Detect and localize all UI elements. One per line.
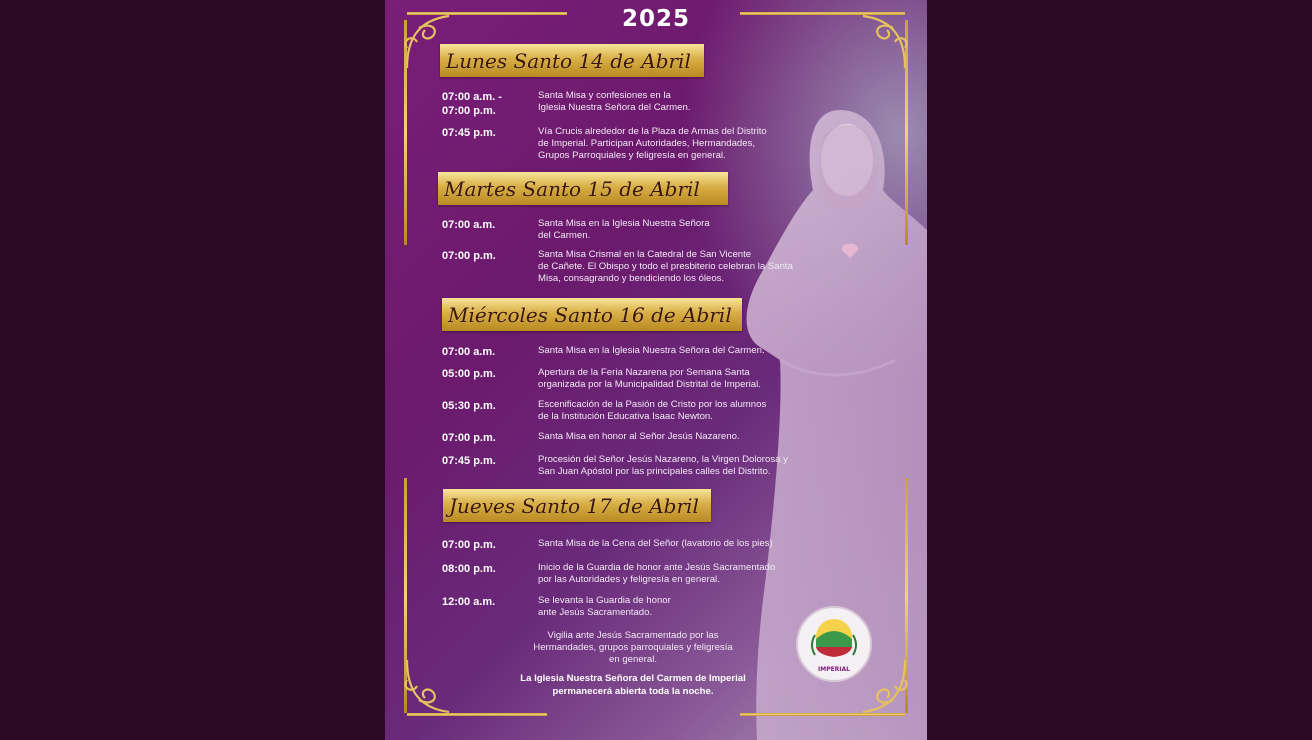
event-time: 07:00 p.m.	[442, 539, 496, 551]
day-title: Martes Santo 15 de Abril	[444, 176, 700, 201]
event-description: Se levanta la Guardia de honor ante Jesús Sacramentado.	[538, 595, 671, 618]
event-description: Santa Misa y confesiones en la Iglesia Nuestra Señora del Carmen.	[538, 90, 691, 113]
event-time: 05:00 p.m.	[442, 368, 496, 380]
day-title: Lunes Santo 14 de Abril	[446, 48, 691, 73]
year-title: 2025	[621, 6, 690, 32]
event-time: 07:00 a.m.	[442, 346, 496, 358]
event-time: 07:00 a.m. - 07:00 p.m.	[442, 91, 502, 117]
event-time: 07:00 p.m.	[442, 432, 496, 444]
day-banner-wednesday	[442, 298, 742, 331]
day-banner-tuesday	[438, 172, 728, 205]
event-time: 12:00 a.m.	[442, 596, 496, 608]
event-description: Procesión del Señor Jesús Nazareno, la Virgen Dolorosa y San Juan Apóstol por las principales calles del Distrito.	[538, 454, 788, 477]
day-title: Miércoles Santo 16 de Abril	[448, 302, 732, 327]
event-description: Santa Misa en la Iglesia Nuestra Señora del Carmen.	[538, 345, 765, 356]
event-description: Inicio de la Guardia de honor ante Jesús Sacramentado por las Autoridades y feligresía en general.	[538, 562, 776, 585]
seal-text: IMPERIAL	[817, 666, 851, 673]
poster	[385, 0, 927, 740]
event-time: 07:45 p.m.	[442, 455, 496, 467]
event-description: Santa Misa Crismal en la Catedral de San Vicente de Cañete. El Obispo y todo el presbiterio celebran la Santa Misa, consagrando y bendiciendo los óleos.	[538, 249, 793, 284]
event-time: 07:00 a.m.	[442, 219, 496, 231]
event-description: Apertura de la Feria Nazarena por Semana Santa organizada por la Municipalidad Distrital de Imperial.	[538, 367, 761, 390]
parish-seal-logo	[795, 605, 873, 683]
vigil-text: Vigilia ante Jesús Sacramentado por las Hermandades, grupos parroquiales y feligresía en general.	[533, 630, 733, 665]
ornament-bottom-left-icon	[399, 650, 469, 720]
event-description: Escenificación de la Pasión de Cristo por los alumnos de la Institución Educativa Isaac Newton.	[538, 399, 767, 422]
day-banner-thursday	[443, 489, 711, 522]
event-time: 05:30 p.m.	[442, 400, 496, 412]
event-description: Vía Crucis alrededor de la Plaza de Armas del Distrito de Imperial. Participan Autoridades, Hermandades, Grupos Parroquiales y feligresía en general.	[538, 126, 767, 161]
event-description: Santa Misa de la Cena del Señor (lavatorio de los pies)	[538, 538, 773, 549]
event-time: 08:00 p.m.	[442, 563, 496, 575]
event-description: Santa Misa en la Iglesia Nuestra Señora del Carmen.	[538, 218, 710, 241]
closing-text: La Iglesia Nuestra Señora del Carmen de Imperial permanecerá abierta toda la noche.	[520, 673, 746, 697]
day-banner-monday	[440, 44, 704, 77]
event-time: 07:45 p.m.	[442, 127, 496, 139]
event-time: 07:00 p.m.	[442, 250, 496, 262]
day-title: Jueves Santo 17 de Abril	[449, 493, 699, 518]
event-description: Santa Misa en honor al Señor Jesús Nazareno.	[538, 431, 740, 442]
